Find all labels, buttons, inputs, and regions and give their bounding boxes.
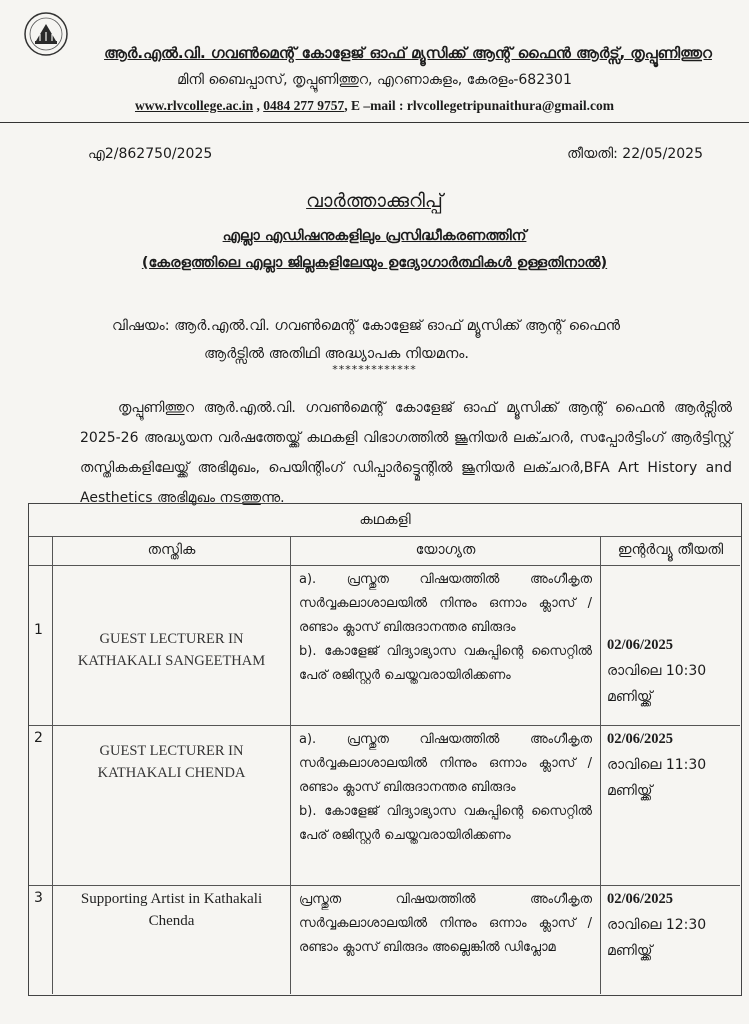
reference-number: എ2/862750/2025: [88, 146, 213, 162]
post-name: GUEST LECTURER IN KATHAKALI CHENDA: [53, 726, 291, 886]
qualification-b: b). കോളേജ് വിദ്യാഭ്യാസ വകുപ്പിന്റെ സൈറ്റിൽ പേര് രജിസ്റ്റർ ചെയ്തവരായിരിക്കണം: [299, 644, 592, 683]
college-name: ആർ.എൽ.വി. ഗവൺമെന്റ് കോളേജ് ഓഫ് മ്യൂസിക്ക് ആന്റ് ഫൈൻ ആർട്സ്, തൃപ്പൂണിത്തുറ: [104, 44, 712, 62]
qualification-a: a). പ്രസ്തുത വിഷയത്തിൽ അംഗീകൃത സർവ്വകലാശാലയിൽ നിന്നും ഒന്നാം ക്ലാസ് / രണ്ടാം ക്ലാസ് ബിരുദാനന്തര ബിരുദം: [299, 732, 592, 795]
separator: ,: [253, 98, 264, 113]
qualification-b: b). കോളേജ് വിദ്യാഭ്യാസ വകുപ്പിന്റെ സൈറ്റിൽ പേര് രജിസ്റ്റർ ചെയ്തവരായിരിക്കണം: [299, 804, 592, 843]
interview-schedule: [601, 726, 740, 886]
row-number: 2: [29, 726, 53, 886]
website-link[interactable]: www.rlvcollege.ac.in: [134, 98, 254, 113]
interview-time: രാവിലെ 11:30 മണിയ്ക്ക്: [607, 757, 707, 799]
body-paragraph: തൃപ്പൂണിത്തുറ ആർ.എൽ.വി. ഗവൺമെന്റ് കോളേജ് ഓഫ് മ്യൂസിക്ക് ആന്റ് ഫൈൻ ആർട്സിൽ 2025-26 അദ്ധ്യയന വർഷത്തേയ്ക്ക് കഥകളി വിഭാഗത്തിൽ ജൂനിയർ ലക്ചറർ, സപ്പോർട്ടിംഗ് ആർട്ടിസ്റ്റ് തസ്തികകളിലേയ്ക്ക് അഭിമുഖം, പെയിന്റിംഗ് ഡിപ്പാർട്ട്മെന്റിൽ ജൂനിയർ ലക്ചറർ,BFA Art History and Aesthetics അഭിമുഖം നടത്തുന്നു.: [80, 400, 732, 506]
interview-date: 02/06/2025: [607, 637, 674, 653]
subject-block: [112, 312, 722, 368]
header-post: തസ്തിക: [53, 536, 291, 566]
interview-schedule: [601, 566, 740, 726]
interview-date: 02/06/2025: [607, 891, 674, 907]
publication-note: എല്ലാ എഡിഷനുകളിലും പ്രസിദ്ധീകരണത്തിന്: [222, 228, 527, 244]
interview-table: [28, 503, 742, 996]
post-name: GUEST LECTURER IN KATHAKALI SANGEETHAM: [53, 566, 291, 726]
college-address: മിനി ബൈപ്പാസ്, തൃപ്പൂണിത്തുറ, എറണാകുളം, കേരളം-682301: [177, 72, 572, 88]
document-title: വാർത്താക്കുറിപ്പ്: [306, 190, 443, 212]
subject-line-1: വിഷയം: ആർ.എൽ.വി. ഗവൺമെന്റ് കോളേജ് ഓഫ് മ്യൂസിക്ക് ആന്റ് ഫൈൻ: [112, 318, 620, 334]
phone-number: 0484 277 9757: [263, 98, 345, 113]
qualification: [291, 886, 601, 994]
post-name: Supporting Artist in Kathakali Chenda: [53, 886, 291, 994]
letterhead-divider: [0, 122, 749, 123]
subject-line-2: ആർട്സിൽ അതിഥി അദ്ധ്യാപക നിയമനം.: [204, 346, 469, 362]
candidates-note: (കേരളത്തിലെ എല്ലാ ജില്ലകളിലേയും ഉദ്യോഗാർത്ഥികൾ ഉള്ളതിനാൽ): [141, 255, 608, 271]
row-number: 1: [29, 566, 53, 726]
interview-time: രാവിലെ 10:30 മണിയ്ക്ക്: [607, 663, 707, 705]
qualification: [291, 566, 601, 726]
header-qualification: യോഗ്യത: [291, 536, 601, 566]
qualification-a: പ്രസ്തുത വിഷയത്തിൽ അംഗീകൃത സർവ്വകലാശാലയിൽ നിന്നും ഒന്നാം ക്ലാസ് / രണ്ടാം ക്ലാസ് ബിരുദം അല്ലെങ്കിൽ ഡിപ്ലോമ: [299, 892, 592, 955]
issue-date: തീയതി: 22/05/2025: [567, 146, 703, 162]
college-emblem-logo: [22, 10, 70, 58]
qualification-a: a). പ്രസ്തുത വിഷയത്തിൽ അംഗീകൃത സർവ്വകലാശാലയിൽ നിന്നും ഒന്നാം ക്ലാസ് / രണ്ടാം ക്ലാസ് ബിരുദാനന്തര ബിരുദം: [299, 572, 592, 635]
header-cell-no: [29, 536, 53, 566]
interview-schedule: [601, 886, 740, 994]
header-interview-date: ഇന്റർവ്യൂ തീയതി: [601, 536, 740, 566]
college-contact-line: [0, 98, 749, 114]
email-link[interactable]: rlvcollegetripunaithura@gmail.com: [406, 98, 614, 113]
row-number: 3: [29, 886, 53, 994]
email-label: , E –mail :: [344, 98, 407, 113]
separator-stars: *************: [332, 363, 417, 376]
interview-date: 02/06/2025: [607, 731, 674, 747]
qualification: [291, 726, 601, 886]
interview-time: രാവിലെ 12:30 മണിയ്ക്ക്: [607, 917, 707, 959]
department-header: കഥകളി: [29, 504, 741, 537]
